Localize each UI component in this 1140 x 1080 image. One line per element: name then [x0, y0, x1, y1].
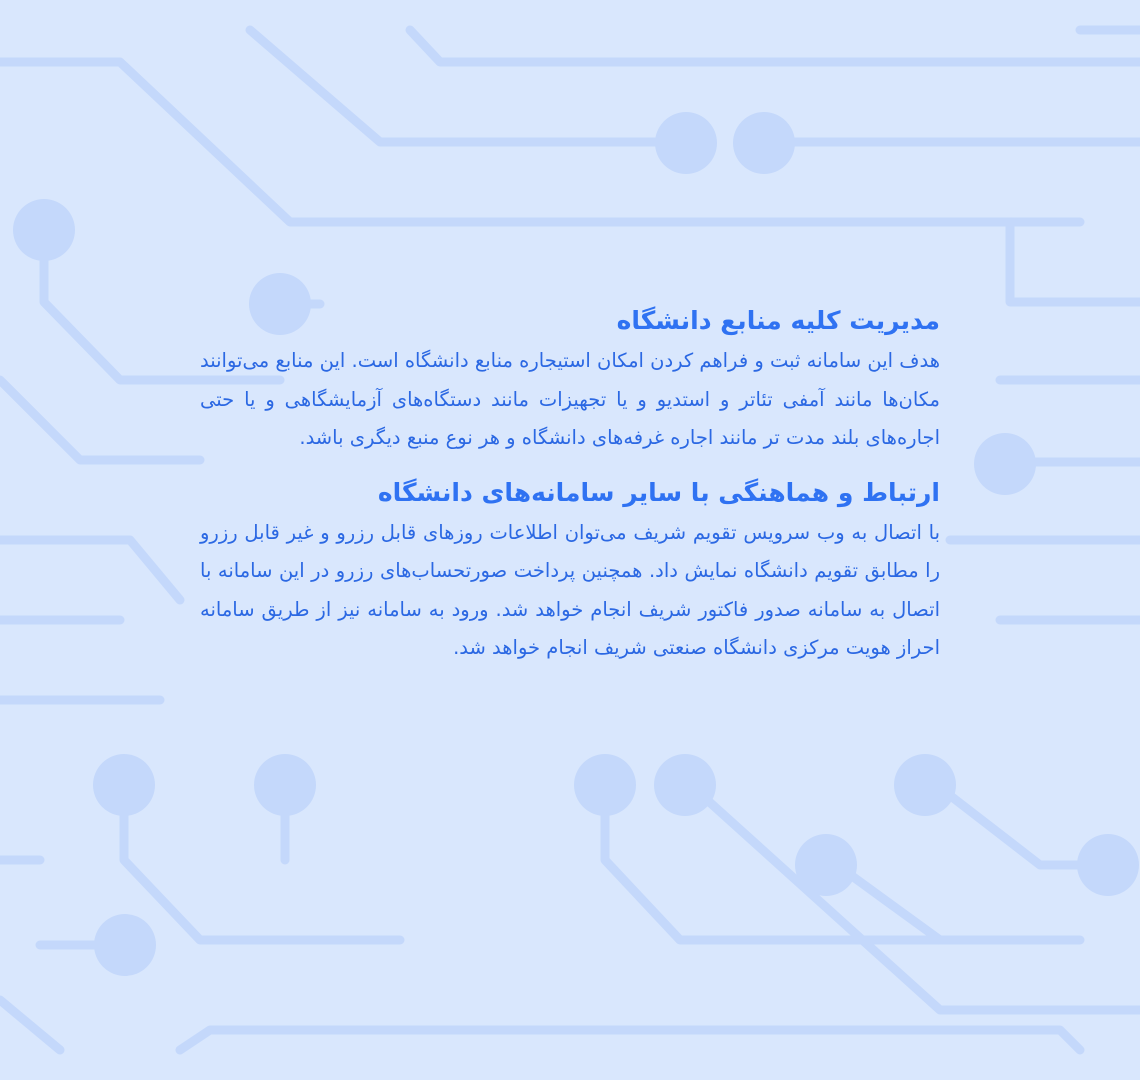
section-body-integration: با اتصال به وب سرویس تقویم شریف می‌توان اطلاعات روزهای قابل رزرو و غیر قابل رزرو را مطابق تقویم دانشگاه نمایش داد. همچنین پرداخت صورتحساب‌های رزرو در این سامانه با اتصال به سامانه صدور فاکتور شریف انجام خواهد شد. ورود به سامانه نیز از طریق سامانه احراز هویت مرکزی دانشگاه صنعتی شریف انجام خواهد شد.	[200, 520, 940, 659]
section-body-resources: هدف این سامانه ثبت و فراهم کردن امکان استیجاره منابع دانشگاه است. این منابع می‌توانند مکان‌ها مانند آمفی تئاتر و استدیو و یا تجهیزات مانند دستگاه‌های آزمایشگاهی و یا حتی اجاره‌های بلند مدت تر مانند اجاره غرفه‌های دانشگاه و هر نوع منبع دیگری باشد.	[200, 349, 940, 449]
section-heading-integration: ارتباط و هماهنگی با سایر سامانه‌های دانشگاه	[377, 477, 940, 507]
section-heading-resources: مدیریت کلیه منابع دانشگاه	[616, 306, 940, 335]
content-block	[200, 300, 940, 668]
